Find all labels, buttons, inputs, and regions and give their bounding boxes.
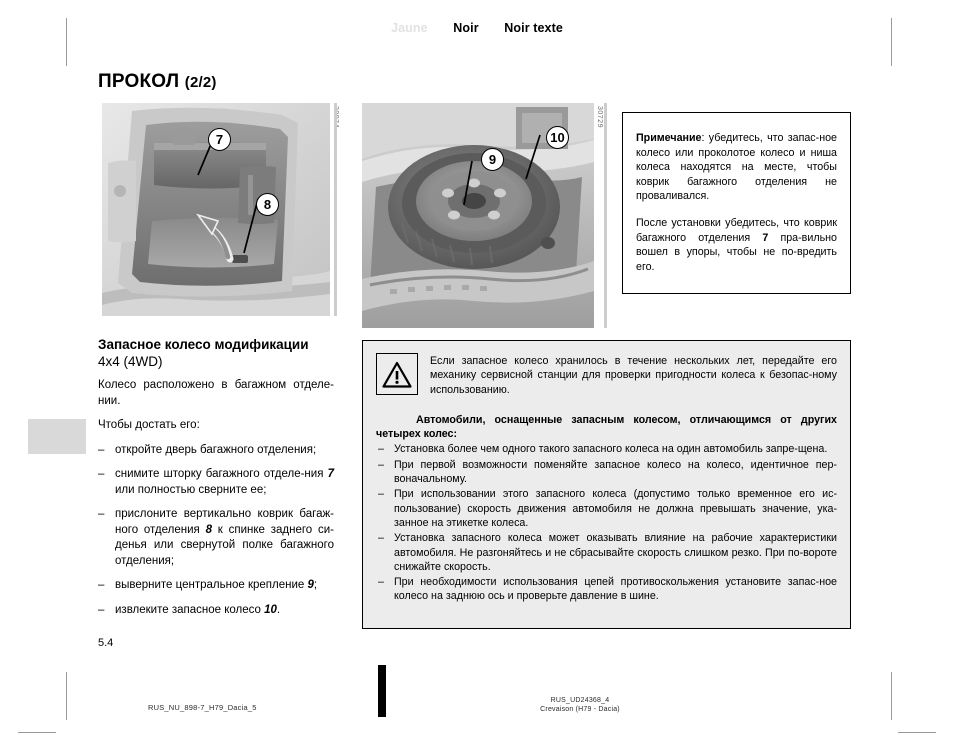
spare-wheel-heading-regular: 4x4 (4WD) [98,354,163,369]
left-body-column [98,336,334,627]
warning-header [376,353,837,397]
footer-left-code: RUS_NU_898-7_H79_Dacia_5 [148,703,257,712]
list-item [98,578,334,594]
step-4-pre: выверните центральное крепление [115,579,308,591]
print-bar-label-noir-texte: Noir texte [504,21,563,35]
step-3-pre: прислоните вертикально коврик багаж-ного отделения [115,508,334,536]
list-item: – При необходимости использования цепей противоскольжения установите запас-ное колесо на заднюю ось и проверьте давление в шине. [376,575,837,604]
warning-box [362,340,851,629]
step-5-pre: извлеките запасное колесо [115,603,265,616]
callout-10 [546,126,569,149]
callout-10-label: 10 [550,130,565,145]
print-bar-label-jaune: Jaune [391,21,428,35]
list-item [98,467,334,498]
step-5-post: . [276,603,281,616]
callout-7 [208,128,231,151]
callout-8 [256,193,279,216]
step-1-text: откройте дверь багажного отделения; [115,443,317,456]
step-5-ref: 10 [264,603,277,616]
step-3-post: к спинке заднего си-денья или свернутой полке багажного отделения; [115,523,334,567]
spare-wheel-steps-list [98,443,334,619]
list-item: – При первой возможности поменяйте запасное колесо на колесо, идентичное пер-воначальному. [376,458,837,487]
step-2-pre: снимите шторку багажного отделе-ния [115,468,328,480]
crop-mark-bottom-left [66,672,67,720]
callout-7-label: 7 [215,132,224,147]
step-3-ref: 8 [205,523,212,536]
page-title-suffix: (2/2) [184,74,217,91]
warning-triangle-icon [376,353,418,395]
spare-wheel-heading [98,336,334,370]
photo-trunk-side-rule [334,103,337,316]
list-item: – Установка запасного колеса может оказывать влияние на рабочие характеристики автомобиля. Не разгоняйтесь и не сбрасывайте скорость слишком резко. При по-вороте снижайте скорость. [376,531,837,574]
callout-9 [481,148,504,171]
note-paragraph-1-rest: : убедитесь, что запас-ное колесо или проколотое колесо и ниша колеса находятся на месте, чтобы коврик багажного отделения не проваливался. [636,132,837,203]
note-paragraph-1 [636,131,837,204]
note-paragraph-2-post: пра-вильно вошел в упоры, чтобы не по-вредить его. [636,231,837,273]
warning-triangle-glyph [382,361,412,388]
spare-wheel-howto-lead: Чтобы достать его: [98,419,200,431]
step-2-post: или полностью сверните ее; [115,483,267,496]
step-4-ref: 9 [307,579,314,591]
photo-wheel-ref-code: 30729 [596,106,603,128]
spare-wheel-location-text: Колесо расположено в багажном отделе-нии. [98,379,334,407]
step-2-ref: 7 [327,468,334,480]
print-color-bar [0,21,954,35]
print-bar-label-noir: Noir [453,21,479,35]
list-item [98,443,334,459]
callout-9-label: 9 [488,152,497,167]
list-item: – Установка более чем одного такого запасного колеса на один автомобиль запре-щена. [376,442,837,456]
section-side-tab [28,419,86,454]
warning-items-list [376,442,837,603]
list-item [98,603,334,619]
footer-center-code [470,696,690,714]
list-item [98,507,334,569]
warning-intro-text: Если запасное колесо хранилось в течение нескольких лет, передайте его механику сервисной станции для проверки пригодности колеса к безопас-ному использованию. [430,355,837,396]
footer-black-bar [378,665,386,717]
note-paragraph-2 [636,216,837,274]
list-item: – При использовании этого запасного колеса (допустимо только временное его ис-пользование) скорость движения автомобиля не должна превышать значение, ука-занное на этикетке колеса. [376,487,837,530]
spare-wheel-heading-bold: Запасное колесо модификации [98,337,309,352]
warning-subheading: Автомобили, оснащенные запасным колесом, отличающимся от других четырех колес: [376,413,837,441]
footer-center-line-2: Crevaison (H79 - Dacia) [540,706,620,713]
note-box [622,112,851,294]
note-paragraph-2-ref: 7 [762,231,769,244]
crop-mark-left-edge [18,732,56,733]
page-title-main: ПРОКОЛ [98,71,180,92]
page-number: 5.4 [98,637,114,649]
footer-center-line-1: RUS_UD24368_4 [550,697,610,704]
page-title [98,71,217,93]
callout-8-label: 8 [263,197,272,212]
crop-mark-bottom-right [891,672,892,720]
crop-mark-right-edge [898,732,936,733]
photo-wheel-side-rule [604,103,607,328]
note-label: Примечание [636,132,702,144]
note-paragraph-2-pre: После установки убедитесь, что коврик багажного отделения [636,216,837,244]
step-4-post: ; [313,579,318,591]
